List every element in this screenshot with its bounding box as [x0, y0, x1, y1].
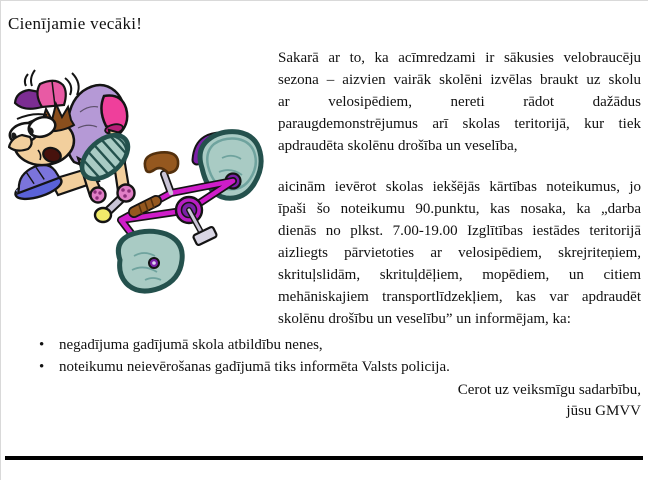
closing-signature — [221, 380, 641, 422]
salutation: Cienījamie vecāki! — [8, 14, 143, 33]
closing-line: Cerot uz veiksmīgu sadarbību, — [457, 382, 641, 398]
text-line: aicinām ievērot skolas iekšējās kārtības noteikumus, jo — [278, 179, 641, 195]
paragraph-velo-season — [278, 47, 641, 157]
bottom-divider — [5, 456, 643, 460]
bullet-list — [30, 334, 620, 378]
body-text-column — [278, 47, 641, 330]
text-line: dienās no plkst. 7.00-19.00 Izglītības iestādes teritorijā — [278, 223, 641, 239]
text-line: aizliegts pārvietoties ar velosipēdiem, skrejriteņiem, — [278, 245, 641, 261]
text-line: sezona – aizvien vairāk skolēni izvēlas braukt uz skolu — [278, 72, 641, 88]
paragraph-school-rules — [278, 176, 641, 330]
flying-cap-icon — [15, 70, 79, 109]
cartoon-cyclist-crash-illustration — [8, 62, 278, 304]
closing-line: jūsu GMVV — [566, 403, 641, 419]
text-line: īpaši šo noteikumu 90.punktu, kas nosaka, ka „darba — [278, 201, 641, 217]
text-line: apdraudēta skolēnu drošība un veselība, — [278, 138, 518, 154]
bullet-item: • negadījuma gadījumā skola atbildību nenes, — [30, 334, 620, 356]
bullet-item: • noteikumu neievērošanas gadījumā tiks informēta Valsts policija. — [30, 356, 620, 378]
text-line: skolēnu drošību un veselību” un informējam, ka: — [278, 311, 571, 327]
text-line: mehāniskajiem transportlīdzekļiem, kas var apdraudēt — [278, 289, 641, 305]
text-line: Sakarā ar to, ka acīmredzami ir sākusies velobraucēju — [278, 50, 641, 66]
text-line: paraugdemonstrējumus arī skolas teritorijā, kur tiek — [278, 116, 641, 132]
text-line: skrituļslidām, skrituļdēļiem, mopēdiem, un citiem — [278, 267, 641, 283]
text-line: ar velosipēdiem, nereti rādot dažādus — [278, 94, 641, 110]
